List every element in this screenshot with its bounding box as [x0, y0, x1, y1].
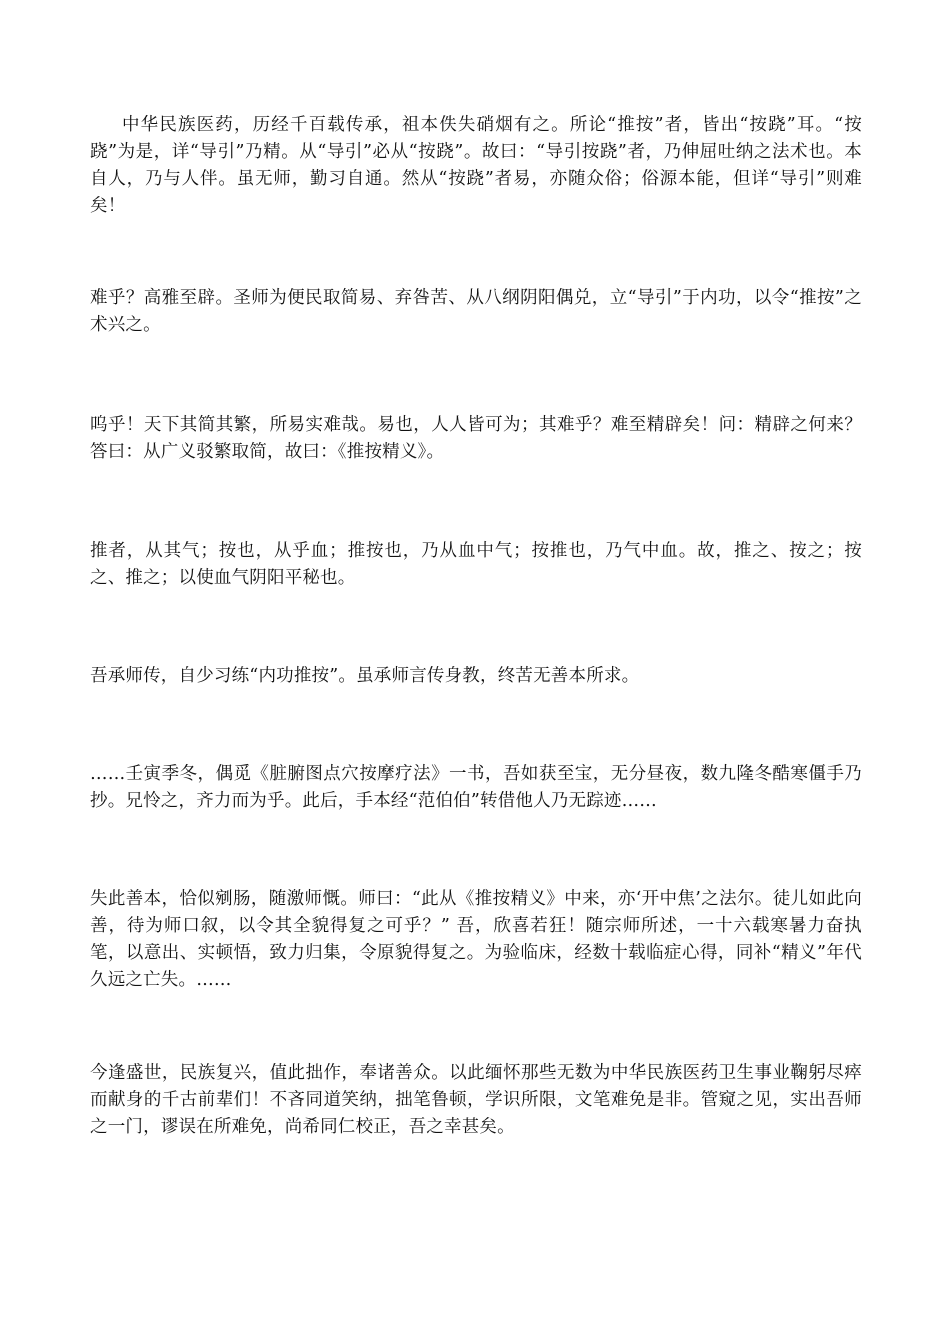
- paragraph-5: 吾承师传，自少习练“内功推按”。虽承师言传身教，终苦无善本所求。: [90, 666, 640, 686]
- paragraph-3: 呜乎！天下其简其繁，所易实难哉。易也，人人皆可为；其难乎？难至精辟矣！问：精辟之何来？答曰：从广义驳繁取简，故曰：《推按精义》。: [90, 415, 862, 462]
- paragraph-6: ……壬寅季冬，偶觅《脏腑图点穴按摩疗法》一书，吾如获至宝，无分昼夜，数九隆冬酷寒僵手乃抄。兄怜之，齐力而为乎。此后，手本经“范伯伯”转借他人乃无踪迹……: [90, 764, 862, 811]
- paragraph-2: 难乎？高雅至辟。圣师为便民取简易、弃咎苦、从八纲阴阳偶兑，立“导引”于内功，以令“推按”之术兴之。: [90, 288, 862, 335]
- paragraph-7: 失此善本，恰似剜肠，随激师慨。师曰：“此从《推按精义》中来，亦‘开中焦’之法尔。徒儿如此向善，待为师口叙，以令其全貌得复之可乎？” 吾，欣喜若狂！随宗师所述，一十六载寒暑力奋执笔，以意出、实顿悟，致力归集，令原貌得复之。为验临床，经数十载临症心得，同补“精义”年代久远之亡失。……: [90, 889, 862, 990]
- paragraph-4: 推者，从其气；按也，从乎血；推按也，乃从血中气；按推也，乃气中血。故，推之、按之；按之、推之；以使血气阴阳平秘也。: [90, 541, 862, 588]
- paragraph-8: 今逢盛世，民族复兴，值此拙作，奉诸善众。以此缅怀那些无数为中华民族医药卫生事业鞠躬尽瘁而献身的千古前辈们！不吝同道笑纳，拙笔鲁顿，学识所限，文笔难免是非。管窥之见，实出吾师之一门，谬误在所难免，尚希同仁校正，吾之幸甚矣。: [90, 1063, 862, 1137]
- paragraph-intro: 中华民族医药，历经千百载传承，祖本佚失硝烟有之。所论“推按”者，皆出“按跷”耳。“按跷”为是，详“导引”乃精。从“导引”必从“按跷”。故曰：“导引按跷”者，乃伸屈吐纳之法术也。本自人，乃与人伴。虽无师，勤习自通。然从“按跷”者易，亦随众俗；俗源本能，但详“导引”则难矣！: [90, 115, 862, 216]
